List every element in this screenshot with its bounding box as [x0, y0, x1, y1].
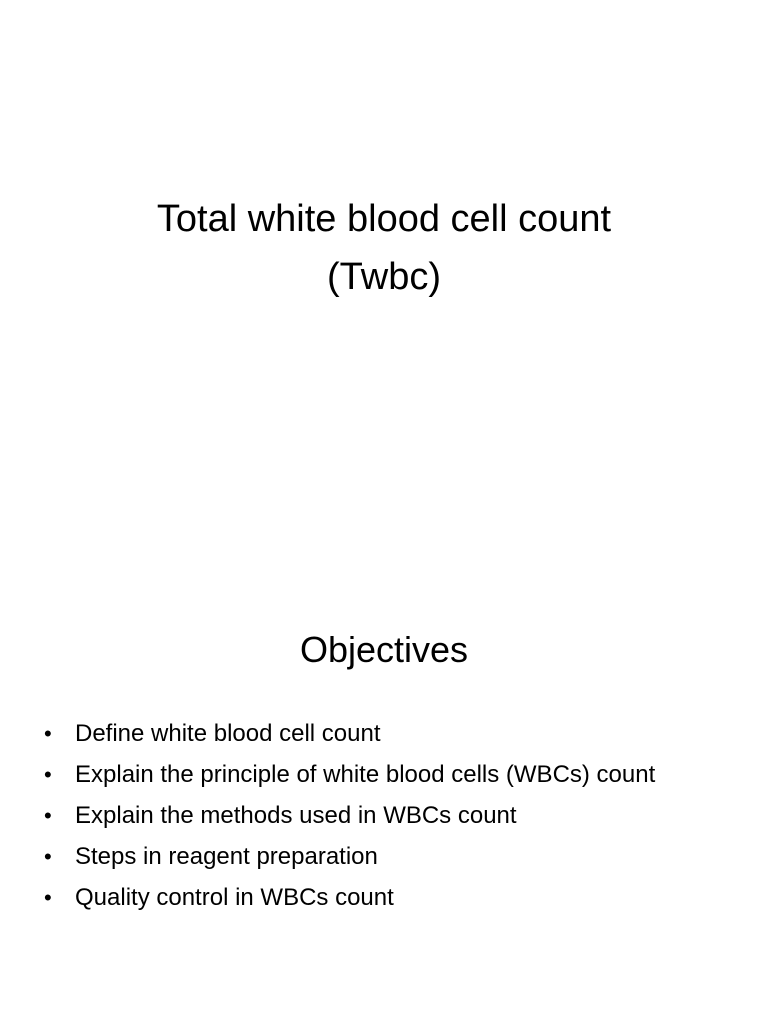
list-item: [40, 880, 720, 916]
list-item: [40, 757, 720, 793]
objectives-slide: [0, 576, 768, 1024]
list-item: [40, 839, 720, 875]
slide-title: [0, 190, 768, 306]
list-item-text: Quality control in WBCs count: [75, 884, 394, 911]
bullet-icon: •: [44, 885, 52, 910]
bullet-icon: •: [44, 762, 52, 787]
list-item-text: Explain the principle of white blood cells (WBCs) count: [75, 761, 656, 788]
list-item: [40, 798, 720, 834]
list-item-text: Steps in reagent preparation: [75, 843, 378, 870]
slide-title-line-1: Total white blood cell count: [156, 198, 612, 240]
bullet-icon: •: [44, 844, 52, 869]
list-item-text: Explain the methods used in WBCs count: [75, 802, 517, 829]
objectives-list: [40, 716, 720, 921]
slide-title-line-2: (Twbc): [327, 256, 441, 298]
list-item-text: Define white blood cell count: [75, 720, 381, 747]
objectives-title: Objectives: [299, 629, 469, 670]
list-item: [40, 716, 720, 752]
bullet-icon: •: [44, 721, 52, 746]
bullet-icon: •: [44, 803, 52, 828]
